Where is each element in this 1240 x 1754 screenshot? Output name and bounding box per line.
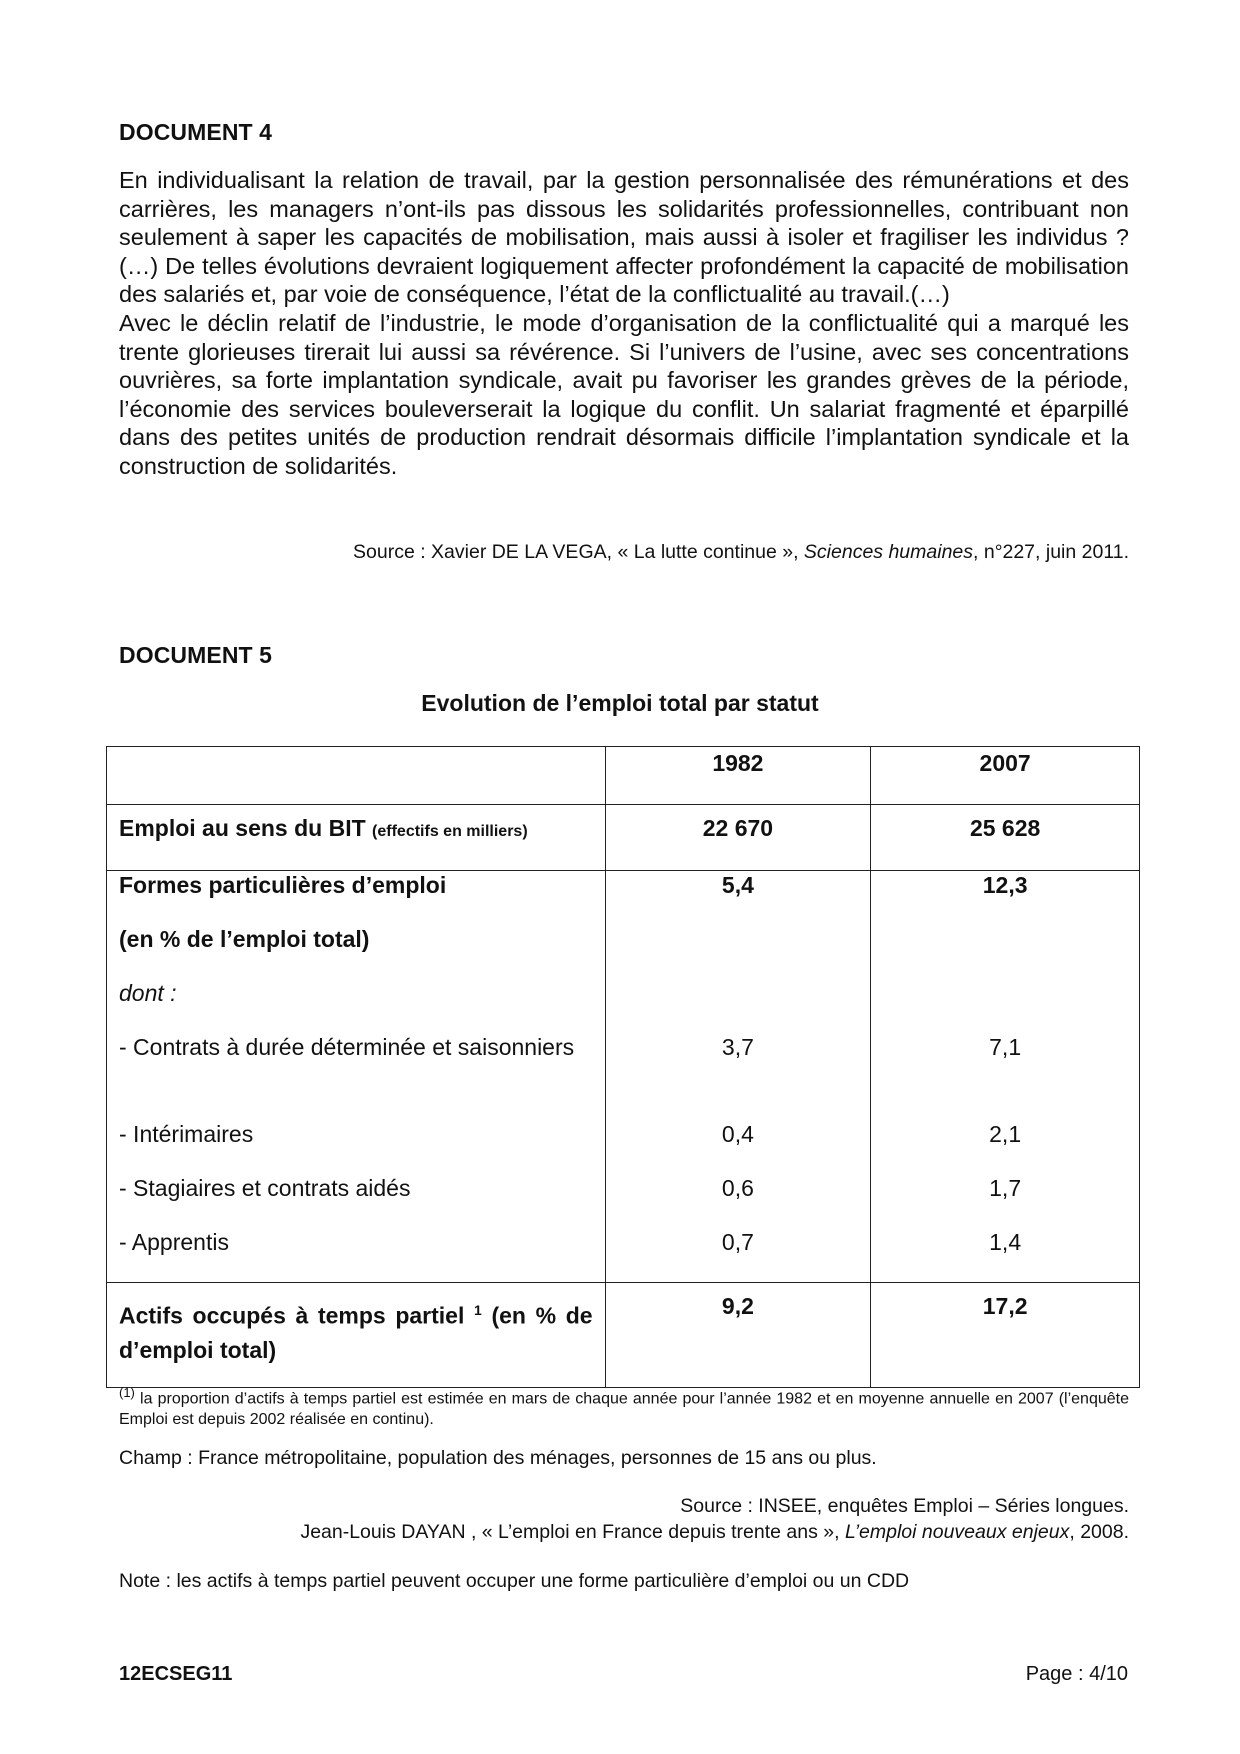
table-cell: 9,2 [605, 1283, 871, 1388]
table-cell: 25 628 [871, 805, 1140, 871]
table-row-bit [107, 805, 1140, 871]
actifs-label: Actifs occupés à temps partiel [119, 1302, 465, 1329]
sub-item-label: - Contrats à durée déterminée et saisonniers [119, 1034, 575, 1060]
document-5-source-line-1: Source : INSEE, enquêtes Emploi – Séries longues. [680, 1495, 1129, 1517]
year-header: 2007 [871, 747, 1140, 805]
footer-exam-code: 12ECSEG11 [119, 1663, 233, 1685]
document-4-paragraph-2: Avec le déclin relatif de l’industrie, le mode d’organisation de la conflictualité qui a marqué les trente glorieuses tirerait lui aussi sa révérence. Si l’univers de l’usine, avec ses concentrations ouvrières, sa forte implantation syndicale, avait pu favoriser les grandes grèves de la période, l’économie des services bouleverserait la logique du conflit. Un salariat fragmenté et éparpillé dans des petites unités de production rendrait désormais difficile l’implantation syndicale et la construction de solidarités. [119, 309, 1129, 479]
spacer [606, 925, 871, 979]
table-title: Evolution de l’emploi total par statut [421, 690, 819, 716]
actifs-label-end: (en % de d’emploi total) [119, 1302, 593, 1363]
document-5-heading: DOCUMENT 5 [119, 642, 273, 668]
formes-sublabel: (en % de l’emploi total) [119, 926, 370, 952]
table-cell: 2,1 [989, 1121, 1022, 1147]
table-cell: 0,6 [721, 1175, 754, 1201]
table-footnote [119, 1382, 1129, 1430]
actifs-label-cell [107, 1283, 606, 1388]
footnote-mark: (1) [119, 1385, 135, 1400]
row-label-bit [107, 805, 606, 871]
table-cell: 0,7 [721, 1229, 754, 1255]
footer-page-number: Page : 4/10 [1025, 1663, 1128, 1685]
sub-item-label: - Apprentis [119, 1229, 229, 1255]
source-journal: Sciences humaines [803, 541, 974, 563]
note-text: Note : les actifs à temps partiel peuvent occuper une forme particulière d’emploi ou un CDD [119, 1570, 910, 1592]
bit-label-text: Emploi au sens du BIT [119, 815, 366, 841]
table-header-row [107, 747, 1140, 805]
formes-values-2007 [871, 871, 1140, 1283]
table-cell: 12,3 [982, 872, 1028, 898]
dont-label: dont : [119, 980, 177, 1006]
table-cell: 1,7 [989, 1175, 1022, 1201]
document-5-source-line-2 [119, 1521, 1129, 1544]
source-prefix: Source : Xavier DE LA VEGA, « La lutte continue », [353, 541, 804, 563]
formes-values-1982 [605, 871, 871, 1283]
formes-label: Formes particulières d’emploi [119, 872, 447, 898]
scope-note: Champ : France métropolitaine, population des ménages, personnes de 15 ans ou plus. [119, 1447, 877, 1469]
table-cell: 22 670 [605, 805, 871, 871]
table-row-actifs [107, 1283, 1140, 1388]
table-cell: 0,4 [721, 1121, 754, 1147]
table-cell: 5,4 [721, 872, 754, 898]
table-corner-cell [107, 747, 606, 805]
employment-table [106, 746, 1140, 1388]
sub-item-label: - Intérimaires [119, 1121, 254, 1147]
spacer [871, 979, 1139, 1033]
document-4-heading: DOCUMENT 4 [119, 119, 273, 145]
sub-item-label: - Stagiaires et contrats aidés [119, 1175, 411, 1201]
document-4-paragraph-1: En individualisant la relation de travail, par la gestion personnalisée des rémunérations et des carrières, les managers n’ont-ils pas dissous les solidarités professionnelles, contribuant non seulement à saper les capacités de mobilisation, mais aussi à isoler et fragiliser les individus ? (…) De telles évolutions devraient logiquement affecter profondément la capacité de mobilisation des salariés et, par voie de conséquence, l’état de la conflictualité au travail.(…) [119, 167, 1129, 308]
spacer [606, 979, 871, 1033]
footnote-reference: 1 [474, 1302, 482, 1318]
source-suffix: , n°227, juin 2011. [973, 541, 1129, 563]
footnote-text: la proportion d’actifs à temps partiel est estimée en mars de chaque année pour l’année 1982 et en moyenne annuelle en 2007 (l’enquête Emploi est depuis 2002 réalisée en continu). [119, 1390, 1129, 1429]
document-4-source [119, 541, 1129, 564]
bit-unit: (effectifs en milliers) [372, 823, 528, 840]
year-header: 1982 [605, 747, 871, 805]
document-4-text [119, 166, 1129, 481]
source-book: L’emploi nouveaux enjeux [844, 1521, 1070, 1543]
source-suffix: , 2008. [1069, 1521, 1129, 1543]
spacer [871, 925, 1139, 979]
table-row-formes [107, 871, 1140, 1283]
formes-label-cell [107, 871, 606, 1283]
table-cell: 7,1 [989, 1034, 1022, 1060]
table-cell: 17,2 [871, 1283, 1140, 1388]
table-cell: 1,4 [989, 1229, 1022, 1255]
table-cell: 3,7 [721, 1034, 754, 1060]
source-prefix: Jean-Louis DAYAN , « L’emploi en France depuis trente ans », [300, 1521, 845, 1543]
